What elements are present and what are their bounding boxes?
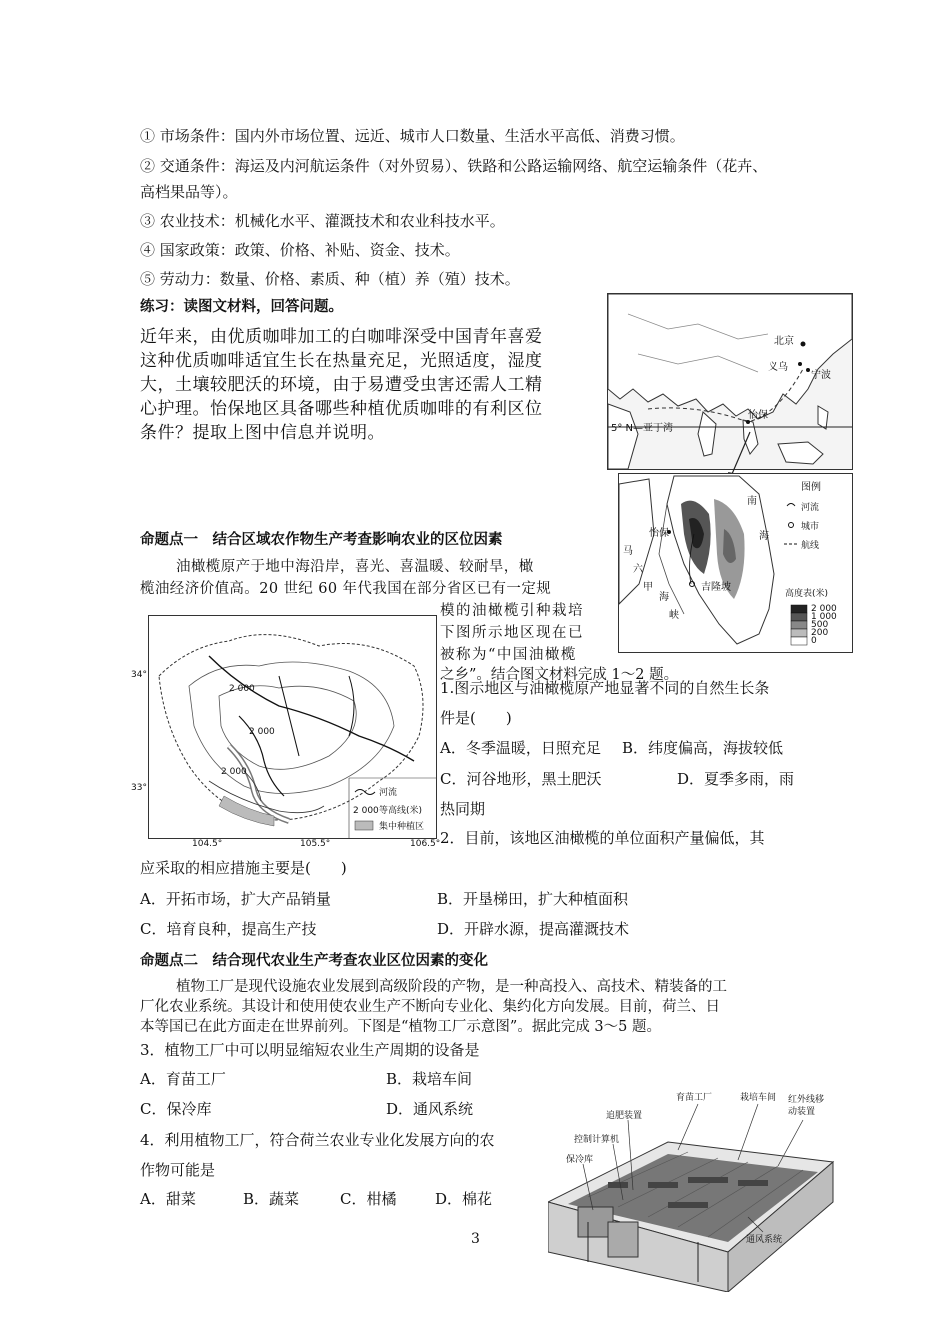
s1-intro-6: 之乡”。结合图文材料完成 1～2 题。 — [440, 667, 679, 683]
om-contour-2: 2 000 — [249, 727, 275, 737]
s2-intro-2: 厂化农业系统。其设计和使用使农业生产不断向专业化、集约化方向发展。目前，荷兰、日 — [140, 999, 720, 1015]
practice-line: 大，土壤较肥沃的环境，由于易遭受虫害还需人工精 — [140, 375, 543, 395]
malaysia-map — [618, 473, 853, 653]
asia-aden: 5° N—亚丁湾 — [611, 423, 674, 434]
s1-intro-3: 模的油橄榄引种栽培 — [440, 603, 584, 619]
pf-infrared: 红外线移 — [788, 1095, 825, 1105]
practice-text — [140, 325, 610, 445]
om-lat34: 34° — [131, 670, 147, 680]
mm-h3: 200 — [811, 628, 829, 638]
mm-legend-river: 河流 — [801, 503, 820, 513]
mm-height-title: 高度表(米) — [785, 589, 829, 599]
om-legend-contour: 等高线(米) — [379, 806, 423, 816]
s1-intro-1: 油橄榄原产于地中海沿岸，喜光、喜温暖、较耐旱，橄 — [176, 559, 534, 575]
q2-option-d[interactable]: D．开辟水源，提高灌溉技术 — [437, 920, 630, 938]
s1-intro-4: 下图所示地区现在已 — [440, 625, 584, 641]
om-contour-1: 2 000 — [229, 684, 255, 694]
q1-stem-1: 1.图示地区与油橄榄原产地显著不同的自然生长条 — [440, 679, 770, 697]
practice-line: 这种优质咖啡适宜生长在热量充足，光照适度，湿度 — [140, 351, 543, 371]
q3-option-c[interactable]: C．保冷库 — [140, 1100, 212, 1118]
mm-ma: 马 — [623, 546, 633, 557]
pf-infrared-2: 动装置 — [788, 1107, 816, 1117]
factor-transport-cont: 高档果品等）。 — [140, 183, 238, 201]
olive-map — [148, 615, 437, 839]
q1-option-c[interactable]: C．河谷地形，黑土肥沃 — [440, 770, 602, 788]
q1-stem-2: 件是( ) — [440, 709, 512, 727]
practice-title: 练习：读图文材料，回答问题。 — [140, 299, 343, 315]
q4-option-a[interactable]: A．甜菜 — [140, 1190, 196, 1208]
mm-h0: 2 000 — [811, 604, 837, 614]
q4-stem-1: 4．利用植物工厂，符合荷兰农业专业化发展方向的农 — [140, 1131, 495, 1149]
pf-ventilation: 通风系统 — [746, 1235, 783, 1245]
mm-h1: 1 000 — [811, 612, 837, 622]
q4-option-d[interactable]: D．棉花 — [435, 1190, 493, 1208]
om-legend-river: 河流 — [379, 788, 398, 798]
om-legend-contour-val: 2 000 — [353, 806, 379, 816]
om-lat33: 33° — [131, 783, 147, 793]
q1-option-d-cont: 热同期 — [440, 800, 486, 818]
plant-factory-graphic — [548, 1082, 836, 1292]
mm-kl: 吉隆坡 — [701, 582, 731, 593]
q2-option-a[interactable]: A．开拓市场，扩大产品销量 — [140, 890, 331, 908]
mm-ipoh: 怡保 — [649, 528, 669, 539]
practice-line: 心护理。怡保地区具备哪些种植优质咖啡的有利区位 — [140, 399, 543, 419]
q2-option-b[interactable]: B．开垦梯田，扩大种植面积 — [437, 890, 629, 908]
mm-south: 南 — [747, 496, 757, 507]
q2-stem-2: 应采取的相应措施主要是( ) — [140, 859, 347, 877]
om-legend-area: 集中种植区 — [379, 822, 425, 832]
asia-yiwu: 义乌 — [768, 362, 788, 373]
om-lon3: 106.5° — [410, 839, 441, 849]
asia-ningbo: 宁波 — [811, 370, 831, 381]
q3-option-a[interactable]: A．育苗工厂 — [140, 1070, 226, 1088]
pf-cultivation: 栽培车间 — [740, 1093, 777, 1103]
q2-option-c[interactable]: C．培育良种，提高生产技 — [140, 920, 317, 938]
factor-transport: ② 交通条件：海运及内河航运条件（对外贸易）、铁路和公路运输网络、航空运输条件（花卉、 — [140, 157, 768, 175]
mm-h4: 0 — [811, 636, 817, 646]
q1-option-b[interactable]: B．纬度偏高，海拔较低 — [622, 739, 784, 757]
mm-liu: 六 — [633, 564, 643, 575]
om-contour-3: 2 000 — [221, 767, 247, 777]
pf-fertilizer: 追肥装置 — [606, 1111, 643, 1121]
mm-legend-city: 城市 — [801, 522, 820, 532]
om-lon1: 104.5° — [192, 839, 223, 849]
factor-market: ① 市场条件：国内外市场位置、远近、城市人口数量、生活水平高低、消费习惯。 — [140, 127, 685, 145]
mm-legend-route: 航线 — [801, 541, 820, 551]
s1-intro-5: 被称为“中国油橄榄 — [440, 647, 577, 663]
pf-nursery: 育苗工厂 — [676, 1093, 713, 1103]
factor-policy: ④ 国家政策：政策、价格、补贴、资金、技术。 — [140, 241, 460, 259]
q4-option-b[interactable]: B．蔬菜 — [243, 1190, 300, 1208]
pf-computer: 控制计算机 — [574, 1135, 620, 1145]
q4-option-c[interactable]: C．柑橘 — [340, 1190, 397, 1208]
s2-intro-3: 本等国已在此方面走在世界前列。下图是“植物工厂示意图”。据此完成 3～5 题。 — [140, 1019, 661, 1035]
plant-factory-figure — [548, 1082, 836, 1292]
q4-stem-2: 作物可能是 — [140, 1161, 216, 1179]
mm-sea: 海 — [759, 531, 769, 542]
mm-h2: 500 — [811, 620, 829, 630]
practice-line: 条件？提取上图中信息并说明。 — [140, 423, 385, 443]
malaysia-map-graphic — [619, 474, 852, 652]
om-lon2: 105.5° — [300, 839, 331, 849]
asia-ipoh: 怡保 — [748, 410, 768, 421]
section2-title: 命题点二 结合现代农业生产考查农业区位因素的变化 — [140, 953, 488, 969]
mm-hai: 海 — [659, 592, 669, 603]
s2-intro-1: 植物工厂是现代设施农业发展到高级阶段的产物，是一种高投入、高技术、精装备的工 — [176, 979, 727, 995]
mm-jia: 甲 — [643, 582, 653, 593]
q2-stem-1: 2．目前，该地区油橄榄的单位面积产量偏低，其 — [440, 829, 765, 847]
page-number: 3 — [471, 1231, 480, 1247]
q3-stem: 3．植物工厂中可以明显缩短农业生产周期的设备是 — [140, 1041, 480, 1059]
q3-option-b[interactable]: B．栽培车间 — [386, 1070, 473, 1088]
mm-legend-title: 图例 — [801, 482, 821, 493]
asia-beijing: 北京 — [774, 336, 794, 347]
mm-xia: 峡 — [669, 610, 679, 621]
section1-title: 命题点一 结合区域农作物生产考查影响农业的区位因素 — [140, 532, 503, 548]
s1-intro-2: 榄油经济价值高。20 世纪 60 年代我国在部分省区已有一定规 — [140, 581, 552, 597]
pf-cold: 保冷库 — [566, 1155, 594, 1165]
olive-map-graphic — [149, 616, 436, 838]
q3-option-d[interactable]: D．通风系统 — [386, 1100, 474, 1118]
q1-option-d[interactable]: D．夏季多雨，雨 — [677, 770, 795, 788]
q1-option-a[interactable]: A．冬季温暖，日照充足 — [440, 739, 601, 757]
factor-technology: ③ 农业技术：机械化水平、灌溉技术和农业科技水平。 — [140, 212, 505, 230]
factor-labor: ⑤ 劳动力：数量、价格、素质、种（植）养（殖）技术。 — [140, 270, 520, 288]
practice-line: 近年来，由优质咖啡加工的白咖啡深受中国青年喜爱 — [140, 327, 543, 347]
